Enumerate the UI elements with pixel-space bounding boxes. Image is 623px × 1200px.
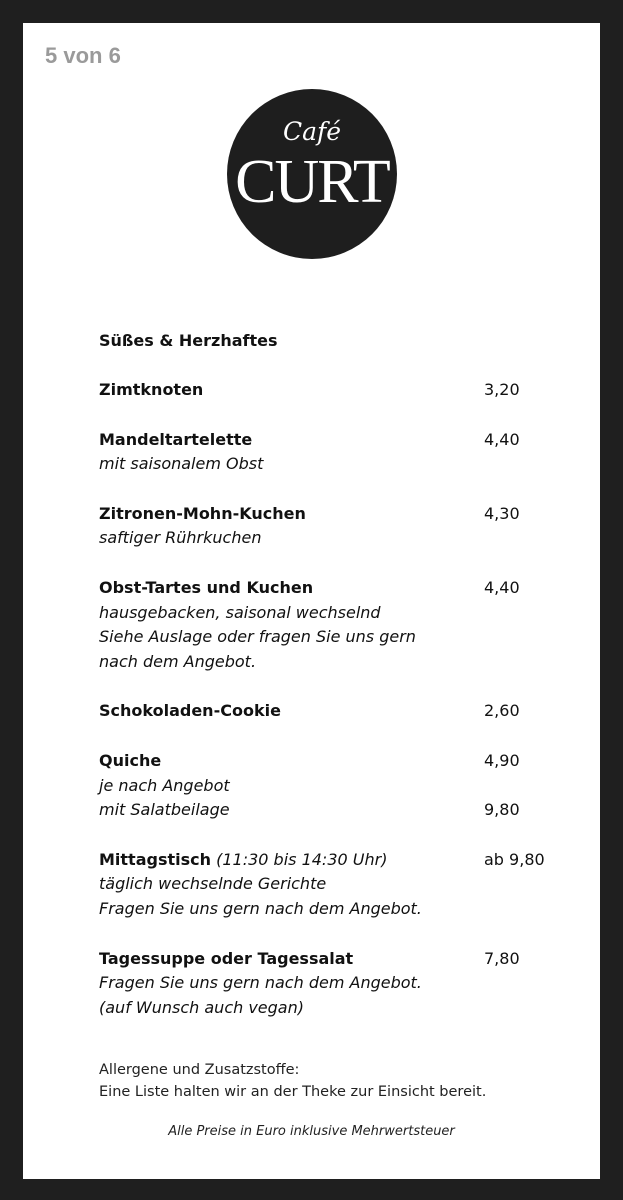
- menu-item-price: 3,20: [484, 380, 520, 399]
- menu-item-name: Mittagstisch: [99, 849, 212, 869]
- menu-item-row: [99, 947, 569, 972]
- menu-item-name: Quiche: [99, 750, 162, 770]
- menu-item-row: [99, 428, 569, 453]
- menu-item-price: 4,40: [484, 577, 520, 597]
- menu-item-title: [99, 428, 484, 453]
- section-title: Süßes & Herzhaftes: [99, 331, 278, 350]
- menu-item-note: (11:30 bis 14:30 Uhr): [216, 849, 388, 869]
- menu-item-title: [99, 749, 484, 774]
- menu-item-price-empty: [484, 601, 569, 626]
- menu-item-description: hausgebacken, saisonal wechselnd: [99, 602, 381, 622]
- menu-item-description: Fragen Sie uns gern nach dem Angebot.: [99, 973, 422, 993]
- menu-item-name: Mandeltartelette: [99, 429, 253, 449]
- menu-item-row: [99, 576, 569, 601]
- menu-item-title: [99, 848, 484, 873]
- menu-item-description: (auf Wunsch auch vegan): [99, 997, 304, 1017]
- menu-item-price-empty: [484, 996, 569, 1021]
- menu-item-desc-row: [99, 526, 569, 551]
- menu-item-name: Obst-Tartes und Kuchen: [99, 577, 314, 597]
- cafe-curt-logo: [227, 89, 397, 259]
- menu-item-extra: mit Salatbeilage: [99, 800, 230, 820]
- menu-item-price-empty: [484, 452, 569, 477]
- menu-item-row: [99, 699, 569, 724]
- menu-item-desc-row: [99, 452, 569, 477]
- menu-item: [99, 848, 569, 922]
- menu-item: [99, 576, 569, 674]
- menu-item-price: 4,30: [484, 503, 520, 523]
- menu-item-price-empty: [484, 897, 569, 922]
- menu-item-description: saftiger Rührkuchen: [99, 528, 262, 548]
- menu-item-price: 4,40: [484, 429, 520, 449]
- menu-item-name: Zitronen-Mohn-Kuchen: [99, 503, 306, 523]
- menu-item-description: mit saisonalem Obst: [99, 454, 264, 474]
- menu-item-title: [99, 576, 484, 601]
- menu-items: [99, 378, 569, 1020]
- menu-item-desc-row: [99, 996, 569, 1021]
- menu-item-title: [99, 699, 484, 724]
- allergen-title: Allergene und Zusatzstoffe:: [99, 1062, 300, 1078]
- menu-item-price: 2,60: [484, 701, 520, 721]
- menu-item-row: [99, 502, 569, 527]
- menu-item: [99, 699, 569, 724]
- menu-item-price-empty: [484, 526, 569, 551]
- page-indicator: 5 von 6: [45, 43, 121, 68]
- menu-item-description: Fragen Sie uns gern nach dem Angebot.: [99, 898, 422, 918]
- menu-item-row: [99, 848, 569, 873]
- menu-item-price-empty: [484, 774, 569, 799]
- menu-item-description: nach dem Angebot.: [99, 651, 257, 671]
- menu-item-price-empty: [484, 650, 569, 675]
- menu-item-price-empty: [484, 971, 569, 996]
- menu-item: [99, 428, 569, 477]
- menu-item-desc-row: [99, 897, 569, 922]
- menu-item-desc-row: [99, 872, 569, 897]
- menu-item-row: [99, 378, 569, 403]
- menu-item-desc-row: [99, 971, 569, 996]
- menu-item: [99, 947, 569, 1021]
- menu-item-desc-row: [99, 601, 569, 626]
- menu-list: [99, 329, 569, 1045]
- menu-item-title: [99, 378, 484, 403]
- menu-item-description: je nach Angebot: [99, 775, 230, 795]
- menu-item-title: [99, 502, 484, 527]
- menu-item-price-empty: [484, 625, 569, 650]
- menu-item-price-empty: [484, 872, 569, 897]
- menu-item-name: Zimtknoten: [99, 380, 204, 399]
- menu-item-desc-row: [99, 650, 569, 675]
- menu-item: [99, 378, 569, 403]
- menu-item-extra-row: [99, 798, 569, 823]
- menu-item-title: [99, 947, 484, 972]
- allergen-info: [99, 1059, 486, 1103]
- menu-item-price: ab 9,80: [484, 849, 545, 869]
- menu-item-desc-row: [99, 625, 569, 650]
- logo-curt-wordmark: CURT: [235, 148, 389, 216]
- menu-item-description: Siehe Auslage oder fragen Sie uns gern: [99, 627, 416, 647]
- menu-item-name: Schokoladen-Cookie: [99, 701, 281, 721]
- allergen-text: Eine Liste halten wir an der Theke zur Einsicht bereit.: [99, 1084, 487, 1100]
- menu-item-extra-price: 9,80: [484, 800, 520, 820]
- menu-item-row: [99, 749, 569, 774]
- menu-item-name: Tagessuppe oder Tagessalat: [99, 948, 354, 968]
- menu-item-description: täglich wechselnde Gerichte: [99, 874, 327, 894]
- menu-item-price: 7,80: [484, 948, 520, 968]
- menu-item: [99, 502, 569, 551]
- menu-item-desc-row: [99, 774, 569, 799]
- menu-item-price: 4,90: [484, 750, 520, 770]
- logo-cafe-script: Café: [282, 117, 342, 146]
- menu-item: [99, 749, 569, 823]
- price-footnote: Alle Preise in Euro inklusive Mehrwertsteuer: [168, 1124, 455, 1139]
- menu-page: [23, 23, 600, 1179]
